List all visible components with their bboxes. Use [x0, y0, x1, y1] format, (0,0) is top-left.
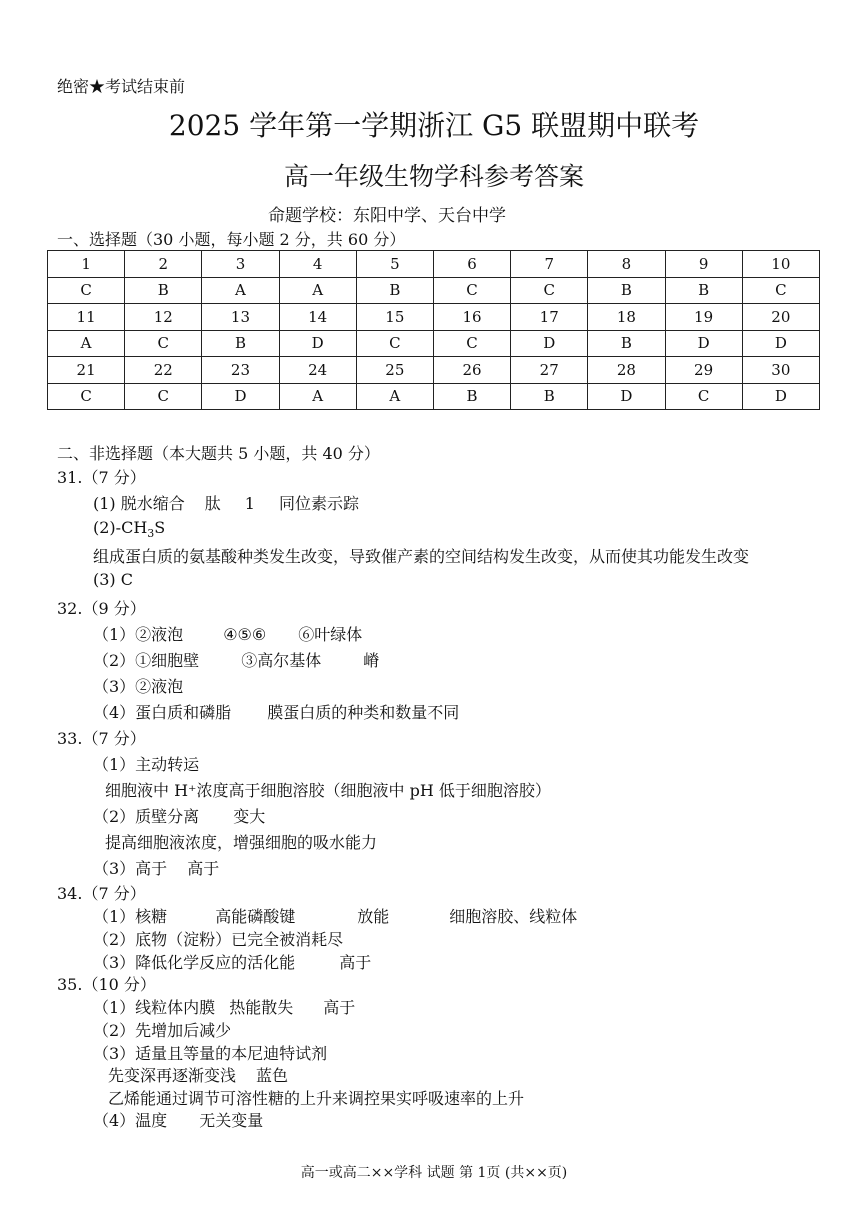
question-number-cell: 9: [665, 251, 742, 278]
q34-a1-part2: 高能磷酸键: [215, 907, 296, 926]
q31-a1-part1: (1) 脱水缩合: [93, 494, 185, 513]
q31-a2-sub: 3: [147, 527, 155, 541]
q31-answer-1: [93, 491, 359, 514]
answer-cell: D: [665, 330, 742, 357]
section1-heading: 一、选择题（30 小题，每小题 2 分，共 60 分）: [57, 230, 406, 249]
q33-a2-part1: （2）质壁分离: [93, 807, 200, 826]
answer-cell: C: [48, 383, 125, 410]
q33-label: 33.（7 分）: [57, 729, 146, 748]
q33-a3-part2: 高于: [187, 859, 220, 878]
q34-a3-part2: 高于: [339, 953, 372, 972]
question-number-cell: 17: [511, 304, 588, 331]
q32-answer-4: [93, 700, 459, 723]
q34-answer-3: [93, 950, 371, 973]
q34-a1-part1: （1）核糖: [93, 907, 168, 926]
authoring-schools: 命题学校：东阳中学、天台中学: [268, 206, 506, 226]
q34-a1-part4: 细胞溶胶、线粒体: [449, 907, 578, 926]
q35-a1-part1: （1）线粒体内膜: [93, 998, 216, 1017]
answer-cell: C: [125, 330, 202, 357]
q31-a1-part3: 1: [244, 494, 255, 513]
q35-a3t1-part1: 先变深再逐渐变浅: [108, 1066, 237, 1085]
question-number-cell: 6: [433, 251, 510, 278]
q33-answer-2: [93, 804, 265, 827]
q33-a3-part1: （3）高于: [93, 859, 168, 878]
section2-heading: 二、非选择题（本大题共 5 小题，共 40 分）: [57, 444, 380, 463]
q32-a2-part3: 嵴: [363, 651, 380, 670]
question-number-cell: 20: [742, 304, 819, 331]
question-number-cell: 23: [202, 357, 279, 384]
answer-cell: C: [48, 277, 125, 304]
question-number-cell: 15: [356, 304, 433, 331]
question-number-cell: 13: [202, 304, 279, 331]
answer-cell: D: [511, 330, 588, 357]
q32-answer-3: （3）②液泡: [93, 677, 184, 696]
q32-label: 32.（9 分）: [57, 599, 146, 618]
answer-key-title: 高一年级生物学科参考答案: [283, 162, 584, 191]
q33-answer-1: （1）主动转运: [93, 755, 200, 774]
answer-row: [48, 330, 820, 357]
q33-answer-2-text: 提高细胞液浓度，增强细胞的吸水能力: [105, 833, 378, 852]
question-number-row: [48, 304, 820, 331]
answer-cell: B: [588, 277, 665, 304]
q31-answer-2-text: 组成蛋白质的氨基酸种类发生改变，导致催产素的空间结构发生改变，从而使其功能发生改变: [93, 547, 750, 566]
answer-row: [48, 277, 820, 304]
answer-cell: B: [125, 277, 202, 304]
answer-cell: A: [279, 383, 356, 410]
question-number-cell: 24: [279, 357, 356, 384]
question-number-cell: 30: [742, 357, 819, 384]
q32-a2-part1: （2）①细胞壁: [93, 651, 200, 670]
q35-a1-part2: 热能散失: [229, 998, 294, 1017]
q31-answer-2: [93, 518, 165, 540]
exam-title: 2025 学年第一学期浙江 G5 联盟期中联考: [168, 109, 700, 142]
q34-label: 34.（7 分）: [57, 884, 146, 903]
question-number-cell: 25: [356, 357, 433, 384]
q34-a1-part3: 放能: [357, 907, 390, 926]
q35-a4-part2: 无关变量: [199, 1111, 264, 1130]
question-number-cell: 28: [588, 357, 665, 384]
q31-a1-part4: 同位素示踪: [278, 494, 359, 513]
question-number-cell: 7: [511, 251, 588, 278]
q35-label: 35.（10 分）: [57, 975, 156, 994]
answer-row: [48, 383, 820, 410]
question-number-cell: 26: [433, 357, 510, 384]
answer-cell: A: [279, 277, 356, 304]
question-number-cell: 10: [742, 251, 819, 278]
answer-cell: C: [742, 277, 819, 304]
q35-answer-3: （3）适量且等量的本尼迪特试剂: [93, 1044, 328, 1063]
question-number-cell: 11: [48, 304, 125, 331]
answer-cell: D: [279, 330, 356, 357]
answer-cell: C: [511, 277, 588, 304]
answer-cell: D: [202, 383, 279, 410]
q32-a2-part2: ③高尔基体: [241, 651, 322, 670]
answer-cell: B: [665, 277, 742, 304]
answer-cell: B: [356, 277, 433, 304]
question-number-cell: 16: [433, 304, 510, 331]
q35-a1-part3: 高于: [323, 998, 356, 1017]
page-footer: 高一或高二××学科 试题 第 1页 (共××页): [300, 1165, 568, 1181]
answer-cell: D: [742, 383, 819, 410]
answer-cell: B: [511, 383, 588, 410]
question-number-cell: 12: [125, 304, 202, 331]
answer-cell: C: [356, 330, 433, 357]
q32-a1-part1: （1）②液泡: [93, 625, 184, 644]
q35-answer-1: [93, 995, 355, 1018]
question-number-cell: 21: [48, 357, 125, 384]
answer-cell: D: [588, 383, 665, 410]
answer-cell: A: [202, 277, 279, 304]
answer-cell: C: [433, 277, 510, 304]
q32-a4-part2: 膜蛋白质的种类和数量不同: [267, 703, 460, 722]
q35-a3t1-part2: 蓝色: [256, 1066, 289, 1085]
confidential-label: 绝密★考试结束前: [57, 77, 186, 96]
q31-a1-part2: 肽: [204, 494, 221, 513]
q34-answer-2: （2）底物（淀粉）已完全被消耗尽: [93, 930, 344, 949]
question-number-cell: 5: [356, 251, 433, 278]
answer-cell: B: [433, 383, 510, 410]
answer-cell: C: [125, 383, 202, 410]
q35-answer-2: （2）先增加后减少: [93, 1021, 232, 1040]
q35-answer-4: [93, 1108, 263, 1131]
question-number-cell: 14: [279, 304, 356, 331]
q31-answer-3: (3) C: [93, 570, 133, 589]
question-number-cell: 8: [588, 251, 665, 278]
q33-a2-part2: 变大: [233, 807, 266, 826]
q31-label: 31.（7 分）: [57, 468, 146, 487]
q32-a4-part1: （4）蛋白质和磷脂: [93, 703, 232, 722]
q31-a2-prefix: (2)-CH: [93, 518, 148, 537]
q32-a1-part3: ⑥叶绿体: [298, 625, 363, 644]
answer-cell: B: [588, 330, 665, 357]
question-number-row: [48, 357, 820, 384]
q34-answer-1: [93, 904, 577, 927]
q32-answer-1: [93, 622, 362, 645]
question-number-cell: 29: [665, 357, 742, 384]
question-number-cell: 4: [279, 251, 356, 278]
question-number-cell: 27: [511, 357, 588, 384]
q35-a4-part1: （4）温度: [93, 1111, 168, 1130]
choice-answer-table: [47, 250, 820, 410]
question-number-cell: 1: [48, 251, 125, 278]
q35-answer-3-text-1: [108, 1063, 288, 1086]
q32-answer-2: [93, 648, 379, 671]
q31-a2-suffix: S: [154, 518, 166, 537]
answer-cell: A: [48, 330, 125, 357]
question-number-cell: 2: [125, 251, 202, 278]
q32-a1-part2: ④⑤⑥: [223, 625, 267, 644]
answer-cell: A: [356, 383, 433, 410]
q34-a3-part1: （3）降低化学反应的活化能: [93, 953, 296, 972]
answer-cell: C: [665, 383, 742, 410]
answer-cell: C: [433, 330, 510, 357]
question-number-cell: 22: [125, 357, 202, 384]
question-number-cell: 3: [202, 251, 279, 278]
answer-cell: D: [742, 330, 819, 357]
question-number-cell: 18: [588, 304, 665, 331]
q33-answer-1-text: 细胞液中 H⁺浓度高于细胞溶胶（细胞液中 pH 低于细胞溶胶）: [105, 781, 551, 800]
answer-cell: B: [202, 330, 279, 357]
q33-answer-3: [93, 856, 219, 879]
question-number-cell: 19: [665, 304, 742, 331]
q35-answer-3-text-2: 乙烯能通过调节可溶性糖的上升来调控果实呼吸速率的上升: [108, 1089, 525, 1108]
question-number-row: [48, 251, 820, 278]
